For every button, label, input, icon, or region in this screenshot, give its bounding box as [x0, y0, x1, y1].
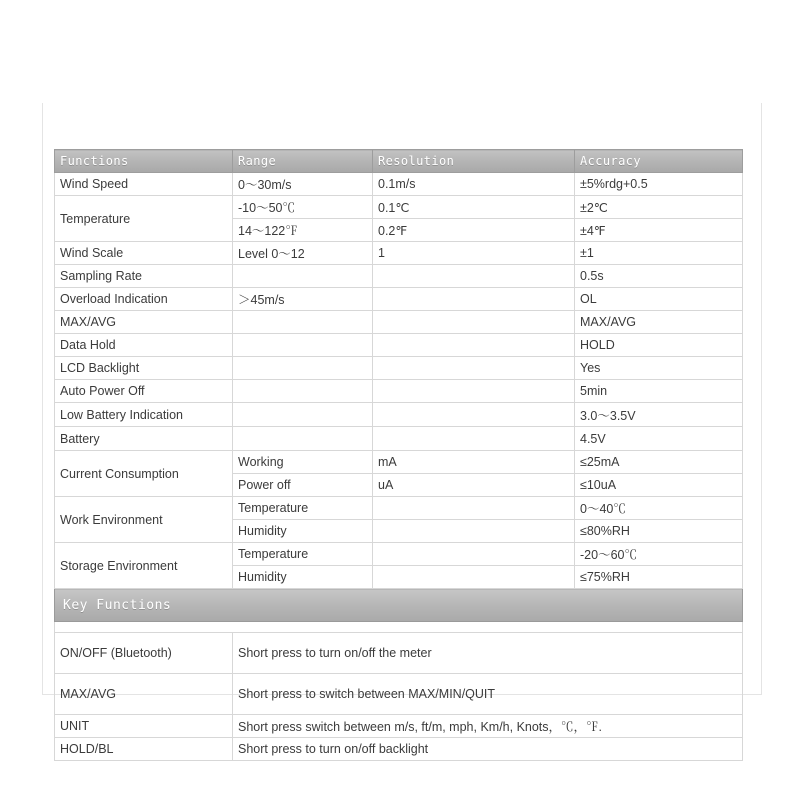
- cell-function: LCD Backlight: [55, 357, 233, 380]
- table-row: [55, 451, 743, 474]
- cell-resolution: [373, 357, 575, 380]
- table-row: [55, 380, 743, 403]
- cell-function: Sampling Rate: [55, 265, 233, 288]
- cell-range: Humidity: [233, 520, 373, 543]
- column-header-resolution: Resolution: [373, 150, 575, 173]
- table-header-row: [55, 150, 743, 173]
- table-row: [55, 334, 743, 357]
- cell-function: Auto Power Off: [55, 380, 233, 403]
- cell-accuracy: 4.5V: [575, 427, 743, 451]
- table-row: [55, 497, 743, 520]
- cell-resolution: 0.1m/s: [373, 173, 575, 196]
- cell-resolution: [373, 311, 575, 334]
- cell-resolution: [373, 265, 575, 288]
- cell-resolution: 0.1℃: [373, 196, 575, 219]
- cell-resolution: [373, 380, 575, 403]
- cell-range: [233, 403, 373, 427]
- table-row: [55, 543, 743, 566]
- cell-accuracy: 3.0〜3.5V: [575, 403, 743, 427]
- cell-range: ＞45m/s: [233, 288, 373, 311]
- cell-function: MAX/AVG: [55, 311, 233, 334]
- cell-resolution: [373, 334, 575, 357]
- cell-accuracy: ±2℃: [575, 196, 743, 219]
- cell-function: Wind Scale: [55, 242, 233, 265]
- cell-function: Temperature: [55, 196, 233, 242]
- cell-accuracy: ≤75%RH: [575, 566, 743, 589]
- table-row: [55, 173, 743, 196]
- cell-key-description: Short press to switch between MAX/MIN/QUIT: [233, 674, 743, 715]
- cell-accuracy: ±5%rdg+0.5: [575, 173, 743, 196]
- section-spacer-row: [55, 622, 743, 633]
- cell-accuracy: Yes: [575, 357, 743, 380]
- cell-resolution: uA: [373, 474, 575, 497]
- cell-accuracy: ≤25mA: [575, 451, 743, 474]
- cell-function: Data Hold: [55, 334, 233, 357]
- cell-function: Battery: [55, 427, 233, 451]
- cell-accuracy: ±4℉: [575, 219, 743, 242]
- cell-resolution: [373, 403, 575, 427]
- cell-range: [233, 265, 373, 288]
- key-function-row: [55, 715, 743, 738]
- cell-accuracy: 5min: [575, 380, 743, 403]
- cell-function: Work Environment: [55, 497, 233, 543]
- cell-accuracy: -20〜60℃: [575, 543, 743, 566]
- section-spacer-cell: [55, 622, 743, 633]
- cell-range: [233, 380, 373, 403]
- column-header-functions: Functions: [55, 150, 233, 173]
- cell-range: Temperature: [233, 497, 373, 520]
- key-function-row: [55, 738, 743, 761]
- cell-range: [233, 357, 373, 380]
- cell-resolution: [373, 566, 575, 589]
- cell-function: Wind Speed: [55, 173, 233, 196]
- cell-range: Temperature: [233, 543, 373, 566]
- cell-resolution: 0.2℉: [373, 219, 575, 242]
- cell-range: [233, 427, 373, 451]
- cell-accuracy: HOLD: [575, 334, 743, 357]
- cell-range: Humidity: [233, 566, 373, 589]
- cell-accuracy: 0.5s: [575, 265, 743, 288]
- cell-accuracy: ≤10uA: [575, 474, 743, 497]
- cell-key-name: MAX/AVG: [55, 674, 233, 715]
- table-row: [55, 265, 743, 288]
- cell-accuracy: 0〜40℃: [575, 497, 743, 520]
- column-header-accuracy: Accuracy: [575, 150, 743, 173]
- table-row: [55, 357, 743, 380]
- cell-function: Overload Indication: [55, 288, 233, 311]
- key-function-row: [55, 633, 743, 674]
- column-header-range: Range: [233, 150, 373, 173]
- spec-table-body: [55, 150, 743, 761]
- cell-resolution: [373, 288, 575, 311]
- cell-range: Power off: [233, 474, 373, 497]
- cell-function: Storage Environment: [55, 543, 233, 589]
- cell-accuracy: ±1: [575, 242, 743, 265]
- cell-resolution: [373, 497, 575, 520]
- cell-resolution: 1: [373, 242, 575, 265]
- cell-resolution: [373, 427, 575, 451]
- cell-key-description: Short press to turn on/off backlight: [233, 738, 743, 761]
- cell-accuracy: OL: [575, 288, 743, 311]
- cell-range: 0〜30m/s: [233, 173, 373, 196]
- table-row: [55, 288, 743, 311]
- cell-accuracy: ≤80%RH: [575, 520, 743, 543]
- table-row: [55, 403, 743, 427]
- cell-resolution: mA: [373, 451, 575, 474]
- cell-resolution: [373, 543, 575, 566]
- specification-table: [54, 149, 743, 761]
- cell-key-description: Short press to turn on/off the meter: [233, 633, 743, 674]
- cell-function: Current Consumption: [55, 451, 233, 497]
- key-function-row: [55, 674, 743, 715]
- table-row: [55, 427, 743, 451]
- cell-range: [233, 311, 373, 334]
- cell-range: Working: [233, 451, 373, 474]
- cell-key-name: ON/OFF (Bluetooth): [55, 633, 233, 674]
- cell-range: 14〜122℉: [233, 219, 373, 242]
- table-row: [55, 311, 743, 334]
- table-row: [55, 242, 743, 265]
- cell-key-description: Short press switch between m/s, ft/m, mph, Km/h, Knots，℃，℉.: [233, 715, 743, 738]
- cell-resolution: [373, 520, 575, 543]
- cell-accuracy: MAX/AVG: [575, 311, 743, 334]
- cell-range: -10〜50℃: [233, 196, 373, 219]
- cell-range: Level 0〜12: [233, 242, 373, 265]
- cell-key-name: UNIT: [55, 715, 233, 738]
- cell-range: [233, 334, 373, 357]
- cell-function: Low Battery Indication: [55, 403, 233, 427]
- cell-key-name: HOLD/BL: [55, 738, 233, 761]
- table-row: [55, 196, 743, 219]
- key-functions-section-title: Key Functions: [55, 589, 743, 622]
- spec-table-wrapper: [54, 149, 742, 761]
- key-functions-section-header: [55, 589, 743, 622]
